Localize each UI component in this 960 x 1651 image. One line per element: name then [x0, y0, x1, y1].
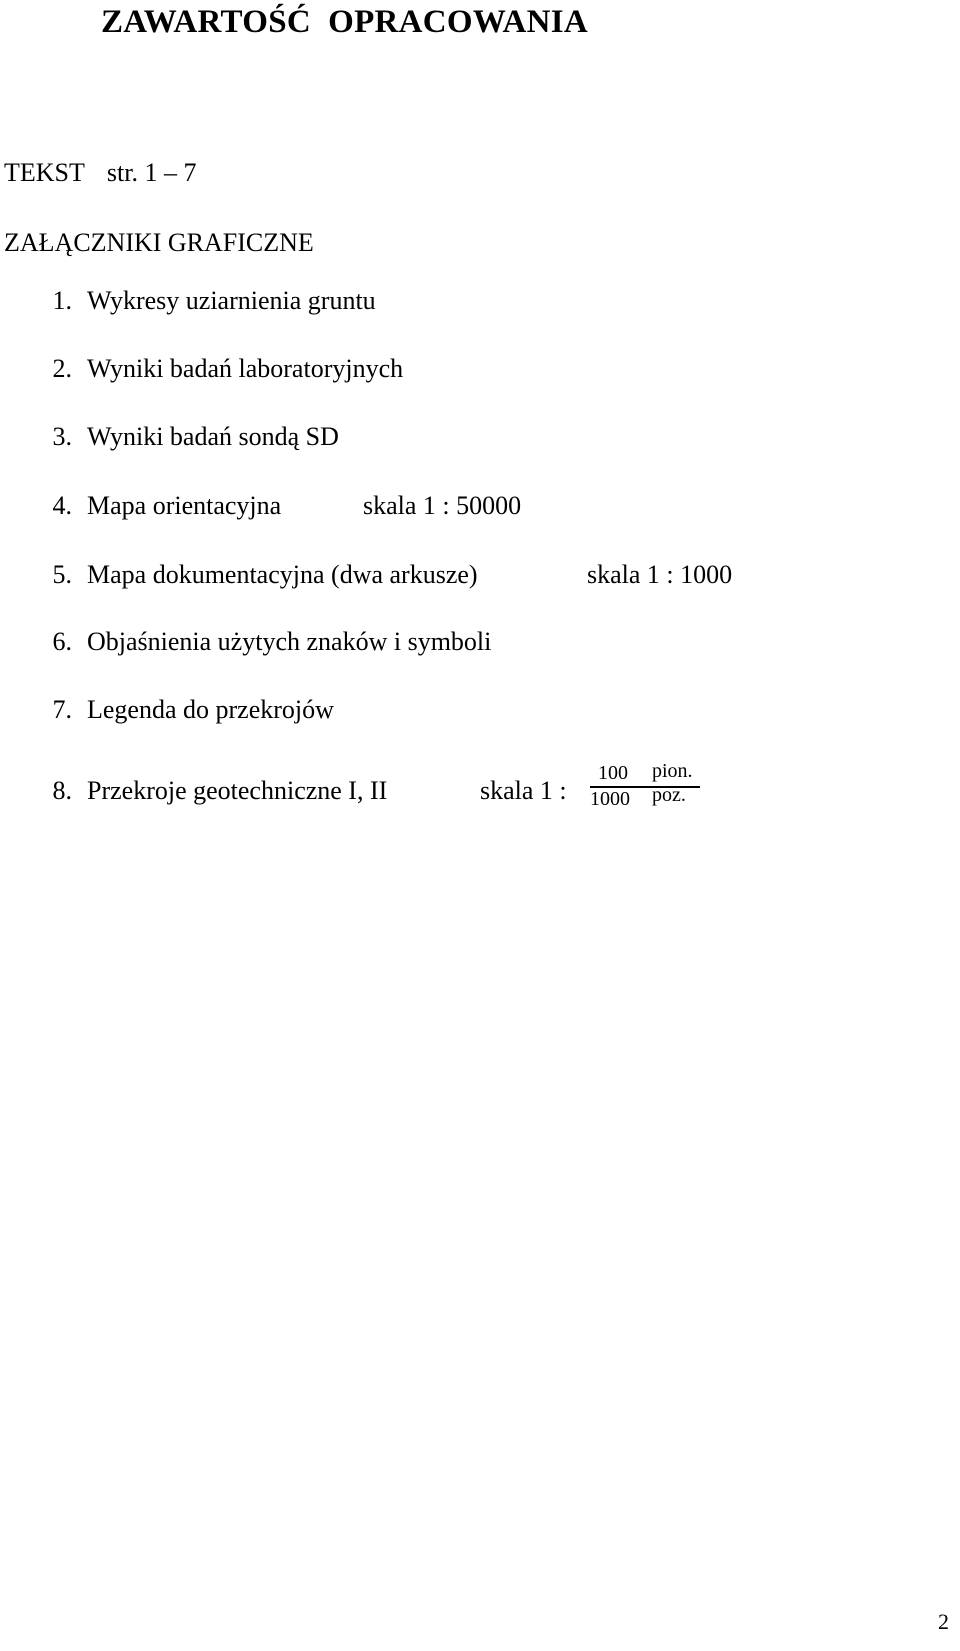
item-label: Przekroje geotechniczne I, II [87, 776, 388, 805]
item-label: Objaśnienia użytych znaków i symboli [87, 627, 492, 656]
page-title: ZAWARTOŚĆ OPRACOWANIA [101, 4, 589, 40]
list-item [42, 627, 902, 657]
list-item [42, 354, 902, 384]
fraction-vertical-label: pion. [652, 760, 693, 782]
list-item [42, 695, 902, 725]
text-label: TEKST [4, 158, 85, 187]
item-scale: skala 1 : [480, 776, 567, 805]
scale-fraction [590, 762, 710, 812]
item-number: 1. [52, 286, 72, 315]
page-number: 2 [938, 1609, 949, 1634]
list-item [42, 422, 902, 452]
item-label: Wykresy uziarnienia gruntu [87, 286, 376, 315]
list-item [42, 491, 902, 521]
item-label: Mapa orientacyjna [87, 491, 282, 520]
item-number: 7. [52, 695, 72, 724]
item-number: 6. [52, 627, 72, 656]
item-number: 3. [52, 422, 72, 451]
item-label: Mapa dokumentacyjna (dwa arkusze) [87, 560, 478, 589]
text-pages: str. 1 – 7 [106, 158, 197, 187]
item-number: 8. [52, 776, 72, 805]
list-item [42, 286, 902, 316]
item-number: 2. [52, 354, 72, 383]
item-number: 5. [52, 560, 72, 589]
item-scale: skala 1 : 50000 [363, 491, 522, 520]
item-label: Legenda do przekrojów [87, 695, 334, 724]
item-label: Wyniki badań sondą SD [87, 422, 339, 451]
list-item [42, 560, 902, 590]
item-scale: skala 1 : 1000 [587, 560, 733, 589]
item-label: Wyniki badań laboratoryjnych [87, 354, 404, 383]
fraction-denominator: 1000 [590, 788, 630, 810]
text-section-line [4, 158, 196, 188]
fraction-numerator: 100 [598, 762, 628, 784]
graphic-attachments-heading: ZAŁĄCZNIKI GRAFICZNE [4, 228, 314, 257]
fraction-horizontal-label: poz. [652, 784, 686, 806]
item-number: 4. [52, 491, 72, 520]
list-item [42, 760, 902, 810]
